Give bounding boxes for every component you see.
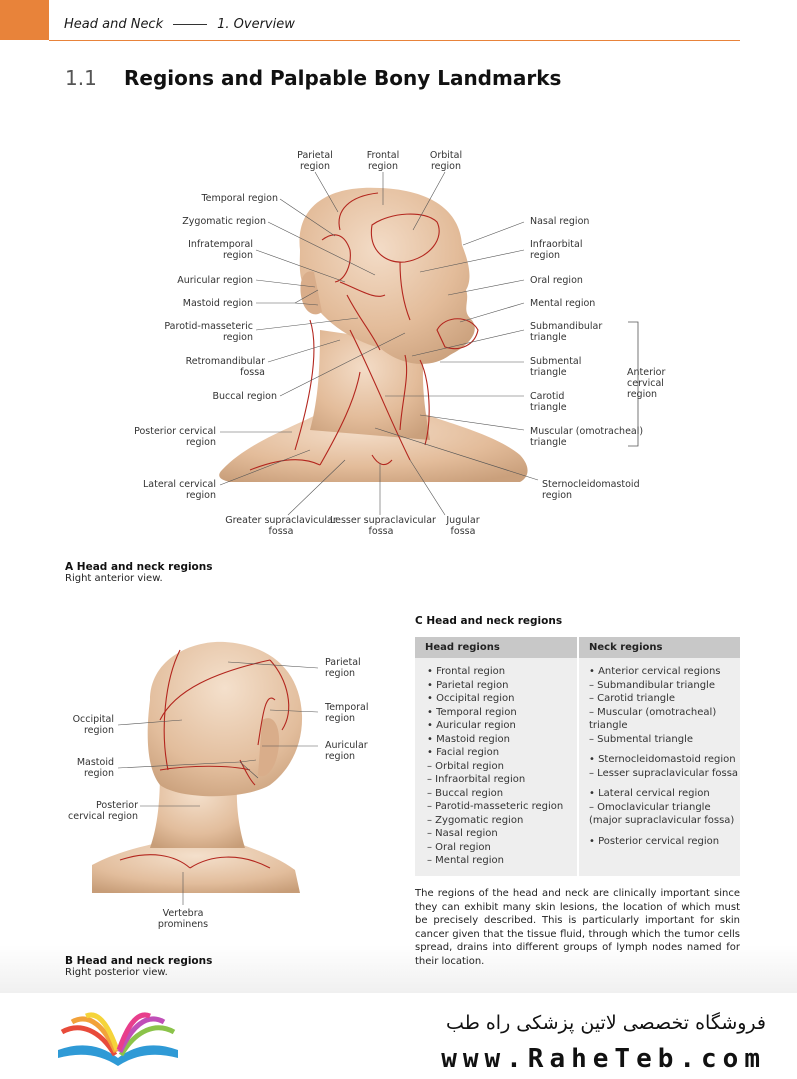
figure-b-caption-title: B Head and neck regions — [65, 955, 213, 967]
label-oral-region: Oral region — [530, 275, 583, 286]
figure-b-caption-sub: Right posterior view. — [65, 967, 168, 978]
list-item: • Anterior cervical regions — [589, 666, 721, 677]
label-infratemporal-region: Infratemporal region — [188, 239, 253, 261]
list-item: – Lesser supraclavicular fossa — [589, 767, 739, 779]
table-header-neck-regions: Neck regions — [579, 637, 740, 658]
label-auricular-region-a: Auricular region — [177, 275, 253, 286]
list-item: – Oral region — [427, 841, 491, 853]
figure-a-caption-sub: Right anterior view. — [65, 573, 163, 584]
table-c-title: C Head and neck regions — [415, 615, 563, 627]
footer-website-link[interactable]: www.RaheTeb.com — [441, 1044, 766, 1074]
label-lateral-cervical-region: Lateral cervical region — [143, 479, 216, 501]
list-item: – Parotid-masseteric region — [427, 801, 564, 812]
label-parietal-region-a: Parietal region — [297, 150, 333, 172]
list-item: triangle — [589, 720, 628, 731]
list-item: • Occipital region — [427, 693, 515, 704]
list-item: – Submental triangle — [589, 733, 694, 745]
table-c — [415, 637, 740, 876]
label-muscular-triangle: Muscular (omotracheal) triangle — [530, 426, 644, 448]
label-zygomatic-region: Zygomatic region — [182, 216, 266, 227]
label-mastoid-region-a: Mastoid region — [182, 298, 253, 309]
label-nasal-region: Nasal region — [530, 216, 590, 227]
list-item: • Posterior cervical region — [589, 835, 720, 847]
list-item: – Mental region — [427, 855, 504, 866]
table-header-head-regions: Head regions — [415, 637, 577, 658]
list-item: – Omoclavicular triangle — [589, 801, 711, 813]
label-retromandibular-fossa: Retromandibular fossa — [185, 356, 265, 378]
label-anterior-cervical-region: Anterior cervical region — [627, 367, 666, 400]
list-item: – Buccal region — [427, 787, 504, 799]
figure-b-head — [148, 642, 302, 796]
label-carotid-triangle: Carotid triangle — [530, 391, 567, 413]
table-column-divider — [577, 637, 579, 876]
label-temporal-region-a: Temporal region — [201, 193, 278, 204]
label-temporal-region-b: Temporal region — [325, 702, 369, 724]
section-number: 1.1 — [65, 66, 97, 90]
list-item: – Muscular (omotracheal) — [589, 706, 717, 718]
list-item: • Sternocleidomastoid region — [589, 754, 736, 765]
label-infraorbital-region: Infraorbital region — [530, 239, 583, 261]
label-posterior-cervical-region-b: Posterior cervical region — [68, 800, 138, 822]
list-spacer — [589, 780, 738, 787]
section-reference: 1. Overview — [217, 17, 295, 32]
figure-b-caption — [65, 955, 212, 978]
list-item: • Frontal region — [427, 666, 506, 677]
label-buccal-region: Buccal region — [212, 391, 277, 402]
list-item: • Facial region — [427, 747, 500, 758]
label-parotid-masseteric-region: Parotid-masseteric region — [164, 321, 253, 343]
list-item: – Submandibular triangle — [589, 679, 715, 691]
label-occipital-region: Occipital region — [72, 714, 114, 736]
head-regions-list — [427, 665, 563, 868]
label-vertebra-prominens: Vertebra prominens — [157, 908, 209, 930]
list-item: – Orbital region — [427, 760, 504, 772]
footer-store-name: فروشگاه تخصصی لاتین پزشکی راه طب — [446, 1012, 766, 1034]
list-item: • Temporal region — [427, 706, 517, 718]
book-logo-icon — [58, 1015, 178, 1066]
list-item: – Nasal region — [427, 828, 498, 839]
label-sternocleidomastoid-region: Sternocleidomastoid region — [542, 479, 640, 501]
list-item: (major supraclavicular fossa) — [589, 815, 735, 826]
label-parietal-region-b: Parietal region — [325, 657, 361, 679]
label-auricular-region-b: Auricular region — [325, 740, 368, 762]
neck-regions-list — [589, 665, 738, 848]
body-paragraph: The regions of the head and neck are clinically important since they can exhibit many skin lesions, the location of which must be precisely described. This is particularly important for skin cancer given that the tissue fluid, through which the tumor cells spread, drains into different groups of lymph nodes named for their location. — [415, 888, 740, 967]
label-frontal-region: Frontal region — [366, 150, 400, 172]
list-item: • Mastoid region — [427, 733, 511, 745]
label-submental-triangle: Submental triangle — [530, 356, 582, 378]
section-title: Regions and Palpable Bony Landmarks — [124, 66, 562, 90]
label-lesser-supraclavicular-fossa: Lesser supraclavicular fossa — [330, 515, 436, 537]
label-greater-supraclavicular-fossa: Greater supraclavicular fossa — [225, 515, 337, 537]
chapter-title: Head and Neck — [64, 17, 164, 32]
label-mental-region: Mental region — [530, 298, 596, 309]
list-item: – Carotid triangle — [589, 693, 676, 704]
label-submandibular-triangle: Submandibular triangle — [530, 321, 603, 343]
list-item: • Parietal region — [427, 679, 509, 691]
list-spacer — [589, 746, 738, 753]
figure-a-caption-title: A Head and neck regions — [65, 561, 213, 573]
label-jugular-fossa: Jugular fossa — [446, 515, 480, 537]
figure-a-caption — [65, 561, 213, 584]
list-spacer — [589, 828, 738, 835]
list-item: – Zygomatic region — [427, 814, 524, 826]
label-posterior-cervical-region-a: Posterior cervical region — [134, 426, 216, 448]
label-mastoid-region-b: Mastoid region — [76, 757, 114, 779]
list-item: – Infraorbital region — [427, 774, 526, 785]
list-item: • Auricular region — [427, 720, 516, 731]
label-orbital-region: Orbital region — [429, 150, 463, 172]
list-item: • Lateral cervical region — [589, 788, 710, 799]
